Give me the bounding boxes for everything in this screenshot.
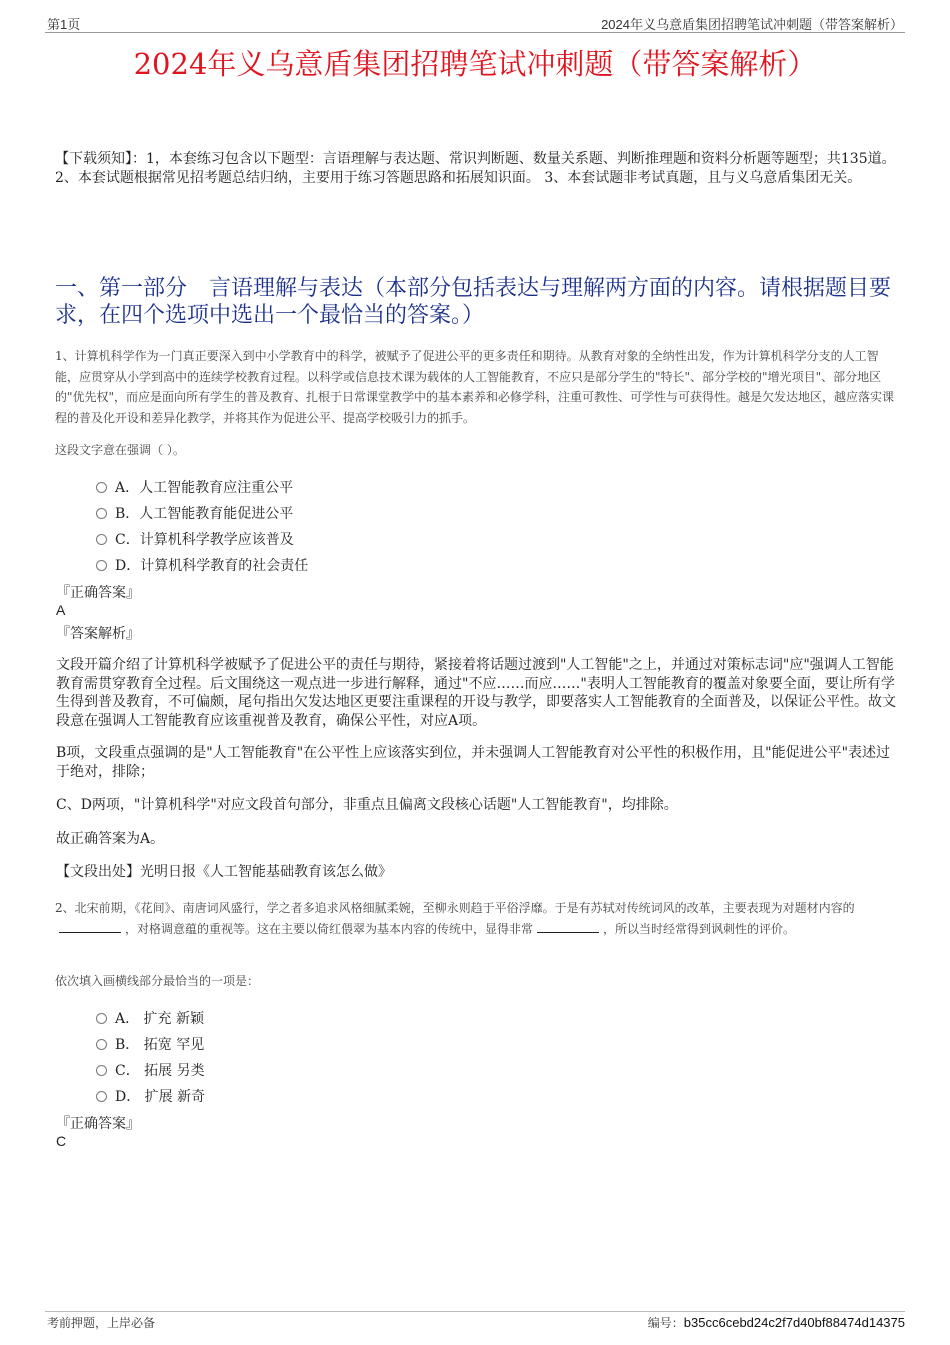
option-label: C． 拓展 另类 [115,1063,205,1079]
page-title: 2024年义乌意盾集团招聘笔试冲刺题（带答案解析） [133,47,817,81]
option-label: C．计算机科学教学应该普及 [115,532,294,548]
q2-option-c[interactable] [96,1060,205,1080]
download-notice: 【下载须知】：1，本套练习包含以下题型：言语理解与表达题、常识判断题、数量关系题、判断推理题和资料分析题等题型；共135道。2、本套试题根据常见招考题总结归纳，主要用于练习答题思路和拓展知识面。 3、本套试题非考试真题，且与义乌意盾集团无关。 [55,151,896,186]
q1-option-d[interactable] [96,555,308,575]
q2-text-part: 2、北宋前期，《花间》、南唐词风盛行，学之者多追求风格细腻柔婉，至柳永则趋于平俗浮靡。于是有苏轼对传统词风的改革，主要表现为对题材内容的 [55,901,855,915]
footer-slogan: 考前押题，上岸必备 [47,1316,156,1330]
q1-answer-label: 『正确答案』 [56,585,140,601]
q2-text-part: ，所以当时经常得到讽刺性的评价。 [603,921,796,936]
q2-option-b[interactable] [96,1034,204,1054]
fill-blank [59,932,121,933]
q2-option-a[interactable] [96,1008,204,1028]
page-number: 第1页 [47,17,81,32]
footer-divider [45,1311,905,1312]
header-divider [45,32,905,33]
option-label: A．人工智能教育应注重公平 [115,480,294,496]
radio-icon[interactable] [96,1013,107,1024]
code-value: b35cc6cebd24c2f7d40bf88474d14375 [683,1315,905,1330]
radio-icon[interactable] [96,1091,107,1102]
q1-analysis-paragraph: 故正确答案为A。 [56,831,165,847]
q2-answer-label: 『正确答案』 [56,1116,140,1132]
option-label: D．计算机科学教育的社会责任 [115,558,309,574]
q2-answer: C [56,1133,67,1149]
radio-icon[interactable] [96,1039,107,1050]
code-label: 编号： [647,1316,684,1330]
q1-analysis-paragraph: 文段开篇介绍了计算机科学被赋予了促进公平的责任与期待，紧接着将话题过渡到"人工智能"之上，并通过对策标志词"应"强调人工智能教育需贯穿教育全过程。后文围绕这一观点进一步进行解释，通过"不应……而应……"表明人工智能教育的覆盖对象要全面，要让所有学生得到普及教育，不可偏颇，尾句指出欠发达地区更要注重课程的开设与教学，即要落实人工智能教育的全面普及，以保证公平性。故文段意在强调人工智能教育应该重视普及教育，确保公平性，对应A项。 [56,657,896,729]
q2-text-part: ，对格调意蕴的重视等。这在主要以倚红偎翠为基本内容的传统中，显得非常 [125,921,534,936]
q2-option-d[interactable] [96,1086,205,1106]
option-label: A． 扩充 新颖 [115,1011,205,1027]
header-doc-title: 2024年义乌意盾集团招聘笔试冲刺题（带答案解析） [601,17,903,32]
footer-code [648,1314,905,1331]
section-heading: 一、第一部分 言语理解与表达（本部分包括表达与理解两方面的内容。请根据题目要求，在四个选项中选出一个最恰当的答案。） [55,276,892,328]
question-2-prompt: 依次填入画横线部分最恰当的一项是： [55,974,260,988]
question-2-text [55,898,900,939]
radio-icon[interactable] [96,1065,107,1076]
q1-option-b[interactable] [96,503,293,523]
radio-icon[interactable] [96,560,107,571]
q1-option-c[interactable] [96,529,294,549]
radio-icon[interactable] [96,508,107,519]
q1-analysis-paragraph: C、D两项，"计算机科学"对应文段首句部分，非重点且偏离文段核心话题"人工智能教育"，均排除。 [56,797,678,813]
option-label: B．人工智能教育能促进公平 [115,506,294,522]
question-1-prompt: 这段文字意在强调（ ）。 [55,443,185,457]
radio-icon[interactable] [96,482,107,493]
q1-answer: A [56,602,66,618]
q1-option-a[interactable] [96,477,293,497]
q1-analysis-paragraph: B项，文段重点强调的是"人工智能教育"在公平性上应该落实到位，并未强调人工智能教育对公平性的积极作用，且"能促进公平"表述过于绝对，排除； [56,745,891,780]
q1-analysis-label: 『答案解析』 [56,626,140,642]
option-label: B． 拓宽 罕见 [115,1037,205,1053]
radio-icon[interactable] [96,534,107,545]
option-label: D． 扩展 新奇 [115,1089,206,1105]
question-1-text: 1、计算机科学作为一门真正要深入到中小学教育中的科学，被赋予了促进公平的更多责任和期待。从教育对象的全纳性出发，作为计算机科学分支的人工智能，应贯穿从小学到高中的连续学校教育过程。以科学或信息技术课为载体的人工智能教育，不应只是部分学生的"特长"、部分学校的"增光项目"、部分地区的"优先权"，而应是面向所有学生的普及教育、扎根于日常课堂教学中的基本素养和必修学科，注重可教性、可学性与可获得性。越是欠发达地区，越应落实课程的普及化开设和差异化教学，并将其作为促进公平、提高学校吸引力的抓手。 [55,349,895,425]
q1-source: 【文段出处】光明日报《人工智能基础教育该怎么做》 [56,864,392,880]
fill-blank [537,932,599,933]
